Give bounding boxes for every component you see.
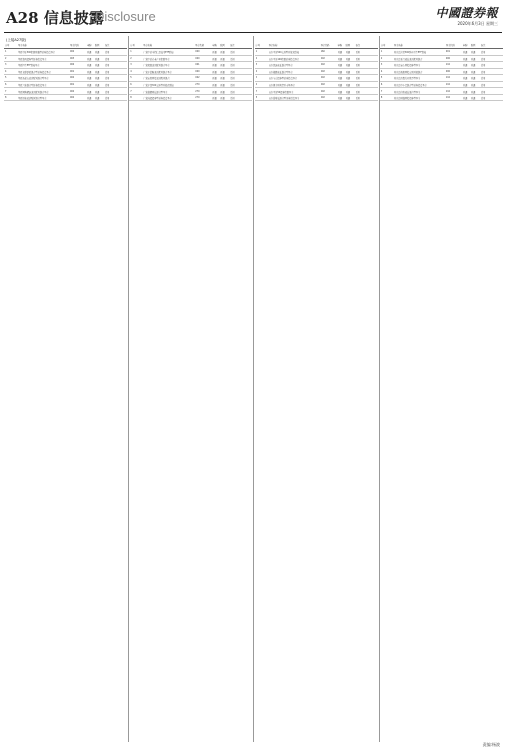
table-cell: 开通 — [95, 64, 100, 68]
table-cell: 002 — [70, 89, 75, 93]
table-cell: 易方达新兴成长灵活配置混合 — [393, 57, 423, 61]
table-cell: 160 — [320, 50, 325, 54]
table-cell: 开通 — [337, 77, 342, 81]
column-header: 基金代码 — [70, 44, 79, 47]
table-cell: 000 — [445, 69, 451, 73]
table-body — [380, 49, 503, 101]
table-cell: 南方中证500交易型开放式联接 — [268, 51, 300, 55]
section-title: A28 信息披露 — [6, 9, 104, 27]
table-cell: 7 — [5, 89, 7, 93]
table-cell: 华夏网购精选灵活配置混合基金 — [18, 90, 49, 94]
table-cell: 适用 — [480, 51, 486, 55]
table-cell: 7 — [380, 89, 383, 93]
column-header: 赎回 — [95, 44, 100, 47]
table-cell: 000 — [70, 63, 75, 67]
table-cell: 开通 — [470, 84, 476, 88]
table-cell: 易方达中小盘混合型证券投资基金 — [393, 84, 427, 88]
page-header — [0, 0, 506, 34]
table-cell: 华夏新起点灵活配置混合型基金 — [18, 77, 49, 81]
table-cell: 7 — [130, 89, 132, 93]
table-column-block — [380, 36, 503, 742]
table-cell: 南方中证50债券指数基金 — [268, 90, 294, 94]
table-cell: 5 — [130, 76, 132, 80]
table-cell: 开通 — [337, 51, 342, 55]
table-cell: 4 — [255, 69, 257, 73]
table-cell: 开通 — [95, 90, 100, 94]
table-cell: 开通 — [95, 70, 100, 74]
table-cell: 开通 — [470, 97, 476, 101]
table-cell: 001 — [70, 83, 75, 87]
column-header: 申购 — [337, 44, 342, 47]
header-rule — [4, 32, 502, 33]
table-cell: 开通 — [212, 64, 217, 68]
table-cell: 开通 — [220, 90, 225, 94]
table-cell: 华夏永康添福混合型证券投资基金 — [18, 70, 51, 74]
table-cell: 000 — [195, 50, 200, 54]
table-cell: 开通 — [212, 70, 217, 74]
table-row — [129, 95, 252, 102]
table-cell: 开通 — [462, 64, 468, 68]
table-cell: 8 — [130, 96, 132, 100]
table-cell: 开通 — [345, 77, 350, 81]
table-cell: 适用 — [480, 64, 486, 68]
table-cell: 开通 — [337, 64, 342, 68]
table-cell: 202 — [320, 96, 325, 100]
table-cell: 开通 — [87, 64, 92, 68]
disclosure-table-area — [4, 36, 502, 742]
table-cell: 5 — [380, 76, 383, 80]
column-header: 赎回 — [470, 44, 476, 47]
table-cell: 易方达增强回报债券型基金 — [393, 97, 421, 101]
table-cell: 开通 — [462, 97, 468, 101]
column-header: 申购 — [87, 44, 92, 47]
table-cell: 开通 — [462, 57, 468, 61]
table-cell: 适用 — [480, 90, 486, 94]
table-cell: 开通 — [337, 70, 342, 74]
table-cell: 开通 — [95, 51, 100, 55]
table-cell: 110 — [445, 83, 451, 87]
table-cell: 开通 — [95, 77, 100, 81]
table-cell: 开通 — [87, 97, 92, 101]
column-header: 序号 — [255, 44, 260, 47]
table-cell: 开通 — [220, 57, 225, 61]
table-cell: 1 — [380, 50, 383, 54]
table-cell: 7 — [255, 89, 257, 93]
table-cell: 广发中证养老产业指数基金 — [143, 57, 170, 61]
table-cell: 003 — [70, 56, 75, 60]
table-cell: 适用 — [230, 70, 235, 74]
table-cell: 开通 — [220, 70, 225, 74]
table-cell: 开通 — [212, 84, 217, 88]
table-cell: 适用 — [355, 70, 360, 74]
table-cell: 1 — [130, 50, 132, 54]
table-cell: 002 — [70, 50, 75, 54]
column-header: 赎回 — [345, 44, 350, 47]
section-title-english: Disclosure — [95, 9, 156, 24]
table-cell: 开通 — [345, 57, 350, 61]
table-cell: 华夏恒生ETF联接基金 — [18, 64, 40, 68]
table-cell: 270 — [195, 89, 200, 93]
table-cell: 3 — [5, 63, 7, 67]
table-cell: 202 — [320, 63, 325, 67]
table-cell: 南方宝元债券型证券投资基金 — [268, 77, 298, 81]
table-cell: 南方高增长混合型证券投资基金 — [268, 97, 300, 101]
table-cell: 易方达价值成长混合型基金 — [393, 90, 421, 94]
table-cell: 适用 — [105, 64, 110, 68]
table-cell: 270 — [195, 83, 200, 87]
table-cell: 适用 — [105, 57, 110, 61]
table-cell: 001 — [445, 50, 451, 54]
table-cell: 001 — [195, 63, 200, 67]
table-cell: 002 — [70, 76, 75, 80]
column-header: 赎回 — [220, 44, 225, 47]
column-separator — [253, 36, 254, 742]
table-cell: 适用 — [480, 97, 486, 101]
table-cell: 广发中证全指信息技术ETF联接 — [143, 51, 174, 55]
table-cell: 华夏鼎茂债券型证券投资基金 — [18, 57, 47, 61]
table-cell: 开通 — [345, 51, 350, 55]
column-header: 基金代码 — [320, 44, 330, 47]
table-cell: 开通 — [220, 84, 225, 88]
table-cell: 6 — [5, 83, 7, 87]
table-cell: 适用 — [230, 51, 235, 55]
table-cell: 110 — [445, 63, 451, 67]
table-cell: 适用 — [105, 90, 110, 94]
table-cell: 适用 — [355, 64, 360, 68]
table-cell: 适用 — [230, 57, 235, 61]
table-cell: 开通 — [212, 51, 217, 55]
table-cell: 2 — [255, 56, 257, 60]
table-cell: 开通 — [470, 51, 476, 55]
table-cell: 适用 — [105, 77, 110, 81]
table-cell: 适用 — [355, 51, 360, 55]
table-cell: 开通 — [87, 70, 92, 74]
table-cell: 开通 — [470, 70, 476, 74]
table-cell: 000 — [195, 56, 200, 60]
table-cell: 开通 — [87, 77, 92, 81]
table-cell: 6 — [380, 83, 383, 87]
table-cell: 000 — [195, 69, 200, 73]
table-cell: 适用 — [230, 77, 235, 81]
table-column-block — [255, 36, 378, 742]
table-cell: 开通 — [212, 97, 217, 101]
column-header: 基金名称 — [18, 44, 27, 47]
table-cell: 开通 — [212, 77, 217, 81]
table-cell: 开通 — [220, 97, 225, 101]
table-column-block — [4, 36, 127, 742]
table-cell: 002 — [70, 96, 75, 100]
table-cell: 4 — [5, 69, 7, 73]
table-cell: 开通 — [462, 51, 468, 55]
table-cell: 4 — [380, 69, 383, 73]
column-separator — [379, 36, 380, 742]
table-cell: 8 — [380, 96, 383, 100]
table-cell: 开通 — [345, 64, 350, 68]
table-body — [4, 49, 127, 101]
table-cell: 易方达沪深300医药卫生ETF联接 — [393, 51, 427, 55]
table-cell: 适用 — [355, 77, 360, 81]
table-body — [255, 49, 378, 101]
table-cell: 1 — [5, 50, 7, 54]
table-cell: 适用 — [230, 97, 235, 101]
table-cell: 适用 — [230, 64, 235, 68]
table-cell: 270 — [195, 96, 200, 100]
table-cell: 001 — [70, 69, 75, 73]
table-cell: 开通 — [337, 84, 342, 88]
editor-credit: 责编:杨波 — [482, 742, 500, 747]
table-cell: 开通 — [337, 57, 342, 61]
table-cell: 开通 — [95, 57, 100, 61]
table-column-block — [129, 36, 252, 742]
table-cell: 适用 — [355, 84, 360, 88]
table-cell: 广发沪深300交易型开放式联接 — [143, 84, 174, 88]
table-cell: 开通 — [220, 77, 225, 81]
table-cell: 广发稳健增长混合型基金 — [143, 90, 168, 94]
table-cell: 开通 — [462, 77, 468, 81]
table-cell: 开通 — [95, 84, 100, 88]
table-cell: 适用 — [230, 90, 235, 94]
table-cell: 开通 — [212, 90, 217, 94]
table-cell: 开通 — [87, 51, 92, 55]
table-cell: 开通 — [345, 90, 350, 94]
table-cell: 开通 — [337, 90, 342, 94]
table-cell: 110 — [445, 96, 451, 100]
column-header: 序号 — [380, 44, 386, 47]
table-cell: 开通 — [87, 90, 92, 94]
newspaper-masthead: 中國證券報 — [435, 6, 498, 20]
table-cell: 南方中证100指数证券投资基金 — [268, 57, 300, 61]
column-header: 基金代码 — [195, 44, 205, 47]
table-cell: 南方优选成长混合型基金 — [268, 64, 293, 68]
table-cell: 4 — [130, 69, 132, 73]
table-cell: 2 — [5, 56, 7, 60]
table-cell: 3 — [255, 63, 257, 67]
table-cell: 开通 — [462, 70, 468, 74]
table-cell: 开通 — [345, 97, 350, 101]
table-cell: 202 — [320, 76, 325, 80]
column-header: 备注 — [480, 44, 486, 47]
column-header: 基金名称 — [268, 44, 278, 47]
column-header: 基金名称 — [393, 44, 403, 47]
table-cell: 2 — [380, 56, 383, 60]
table-row — [380, 95, 503, 102]
table-cell: 5 — [5, 76, 7, 80]
table-cell: 适用 — [105, 84, 110, 88]
table-cell: 3 — [380, 63, 383, 67]
table-row — [255, 95, 378, 102]
table-cell: 华夏中证500指数增强型证券投资基金 — [18, 51, 55, 55]
table-cell: 6 — [130, 83, 132, 87]
table-cell: 广发纯债债券型证券投资基金 — [143, 97, 172, 101]
table-cell: 适用 — [355, 57, 360, 61]
column-header: 基金代码 — [445, 44, 455, 47]
table-cell: 开通 — [220, 64, 225, 68]
table-cell: 适用 — [480, 57, 486, 61]
table-row — [4, 95, 127, 102]
table-cell: 8 — [255, 96, 257, 100]
table-cell: 广发聚惠灵活配置混合基金 — [143, 64, 170, 68]
column-header: 备注 — [355, 44, 360, 47]
table-cell: 易方达消费行业股票型基金 — [393, 77, 421, 81]
table-cell: 南方现金增利货币市场基金 — [268, 84, 295, 88]
table-cell: 开通 — [337, 97, 342, 101]
table-cell: 000 — [445, 56, 451, 60]
table-cell: 110 — [445, 89, 451, 93]
table-cell: 开通 — [345, 70, 350, 74]
table-cell: 开通 — [87, 57, 92, 61]
table-cell: 开通 — [470, 64, 476, 68]
table-cell: 南方稳健成长混合型基金 — [268, 70, 293, 74]
table-cell: 202 — [320, 69, 325, 73]
table-cell: 易方达裕惠回报定期开放混合 — [393, 70, 423, 74]
table-cell: 202 — [320, 83, 325, 87]
table-cell: 6 — [255, 83, 257, 87]
table-cell: 开通 — [95, 97, 100, 101]
table-cell: 开通 — [462, 84, 468, 88]
table-body — [129, 49, 252, 101]
table-cell: 华夏兴和混合型证券投资基金 — [18, 84, 47, 88]
table-cell: 1 — [255, 50, 257, 54]
table-cell: 开通 — [470, 57, 476, 61]
table-cell: 适用 — [355, 97, 360, 101]
table-cell: 3 — [130, 63, 132, 67]
column-header: 申购 — [462, 44, 468, 47]
table-cell: 开通 — [470, 77, 476, 81]
table-cell: 110 — [445, 76, 451, 80]
table-cell: 适用 — [355, 90, 360, 94]
table-cell: 8 — [5, 96, 7, 100]
table-cell: 202 — [320, 56, 325, 60]
table-cell: 适用 — [480, 77, 486, 81]
table-cell: 适用 — [480, 70, 486, 74]
dateline: 2020年6月3日 星期三 — [457, 21, 498, 26]
table-cell: 华夏圆和灵活配置混合型基金 — [18, 97, 47, 101]
column-separator — [128, 36, 129, 742]
table-cell: 2 — [130, 56, 132, 60]
table-cell: 202 — [320, 89, 325, 93]
table-cell: 广发多策略灵活配置混合基金 — [143, 70, 172, 74]
table-cell: 适用 — [230, 84, 235, 88]
table-cell: 易方达安心回报债券型基金 — [393, 64, 421, 68]
table-cell: 开通 — [220, 51, 225, 55]
table-cell: 开通 — [212, 57, 217, 61]
column-header: 备注 — [230, 44, 235, 47]
table-cell: 5 — [255, 76, 257, 80]
table-cell: 适用 — [105, 97, 110, 101]
column-header: 基金名称 — [143, 44, 153, 47]
table-cell: 002 — [195, 76, 200, 80]
table-cell: 开通 — [345, 84, 350, 88]
table-cell: 适用 — [105, 70, 110, 74]
table-cell: 广发安悦回报灵活配置混合 — [143, 77, 170, 81]
table-cell: 适用 — [105, 51, 110, 55]
column-header: 序号 — [5, 44, 10, 47]
column-header: 序号 — [130, 44, 135, 47]
table-cell: 适用 — [480, 84, 486, 88]
table-cell: 开通 — [87, 84, 92, 88]
column-header: 备注 — [105, 44, 110, 47]
column-header: 申购 — [212, 44, 217, 47]
table-cell: 开通 — [470, 90, 476, 94]
table-cell: 开通 — [462, 90, 468, 94]
continuation-note: (上接A27版) — [6, 38, 27, 42]
